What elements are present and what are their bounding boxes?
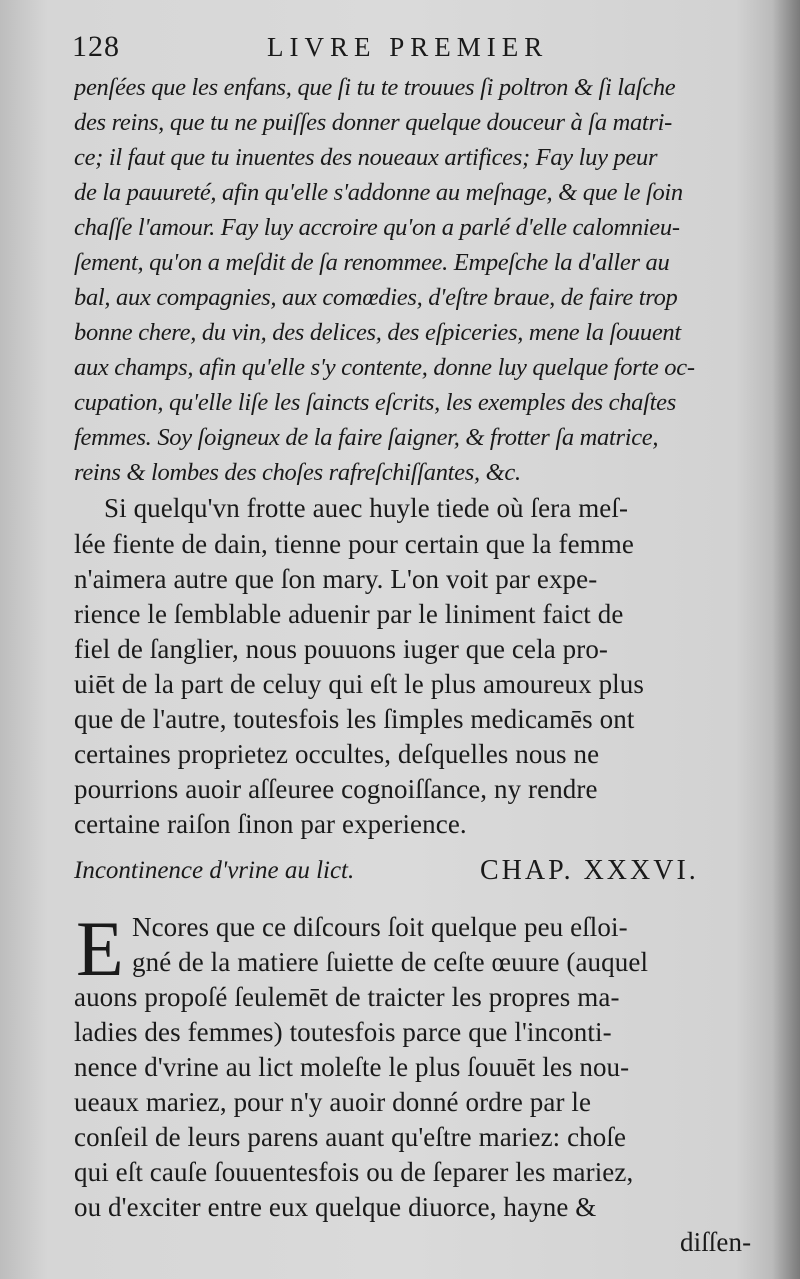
text-line: bal, aux compagnies, aux comœdies, d'eſtre braue, de faire trop [74,284,678,311]
text-line: bonne chere, du vin, des delices, des eſpiceries, mene la ſouuent [74,319,681,346]
text-line: ou d'exciter entre eux quelque diuorce, hayne & [74,1192,597,1222]
text-line: Ncores que ce diſcours ſoit quelque peu eſloi- [132,912,628,942]
text-line: uiēt de la part de celuy qui eſt le plus amoureux plus [74,669,644,699]
chapter-label: CHAP. XXXVI. [480,855,699,886]
text-line: femmes. Soy ſoigneux de la faire ſaigner, & frotter ſa matrice, [74,424,659,451]
text-line: auons propoſé ſeulemēt de traicter les propres ma- [74,982,620,1012]
running-head: LIVRE PREMIER [267,32,549,62]
text-line: gné de la matiere ſuiette de ceſte œuure (auquel [132,947,649,977]
text-line: lée fiente de dain, tienne pour certain que la femme [74,529,634,559]
paragraph-first-line: Si quelqu'vn frotte auec huyle tiede où ſera meſ- [104,493,629,523]
text-line: fiel de ſanglier, nous pouuons iuger que cela pro- [74,634,609,664]
text-line: pourrions auoir aſſeuree cognoiſſance, ny rendre [74,774,598,804]
text-line: ladies des femmes) toutesfois parce que l'inconti- [74,1017,612,1047]
text-line: certaines proprietez occultes, deſquelles nous ne [74,739,600,769]
text-line: qui eſt cauſe ſouuentesfois ou de ſeparer les mariez, [74,1157,634,1187]
drop-cap: E [76,905,124,992]
text-line: reins & lombes des choſes rafreſchiſſantes, &c. [74,459,521,486]
page-number: 128 [72,30,120,63]
text-line: ſement, qu'on a meſdit de ſa renommee. Empeſche la d'aller au [74,249,670,276]
text-line: chaſſe l'amour. Fay luy accroire qu'on a parlé d'elle calomnieu- [74,214,680,241]
text-line: penſées que les enfans, que ſi tu te trouues ſi poltron & ſi laſche [74,74,676,101]
text-line: nence d'vrine au lict moleſte le plus ſouuēt les nou- [74,1052,630,1082]
text-line: aux champs, afin qu'elle s'y contente, donne luy quelque forte oc- [74,354,695,381]
chapter-heading [74,857,768,897]
text-line: ce; il faut que tu inuentes des noueaux artifices; Fay luy peur [74,144,658,171]
page-header [72,30,760,70]
chapter-title: Incontinence d'vrine au lict. [74,857,355,884]
text-line: n'aimera autre que ſon mary. L'on voit par expe- [74,564,598,594]
text-line: rience le ſemblable aduenir par le liniment faict de [74,599,624,629]
text-line: cupation, qu'elle liſe les ſaincts eſcrits, les exemples des chaſtes [74,389,676,416]
text-line: ueaux mariez, pour n'y auoir donné ordre par le [74,1087,592,1117]
text-line: des reins, que tu ne puiſſes donner quelque douceur à ſa matri- [74,109,673,136]
text-line: de la pauureté, afin qu'elle s'addonne au meſnage, & que le ſoin [74,179,683,206]
text-line: conſeil de leurs parens auant qu'eſtre mariez: choſe [74,1122,627,1152]
catchword: diſſen- [680,1227,752,1257]
page-edge-shadow [772,0,800,1279]
text-line: que de l'autre, toutesfois les ſimples medicamēs ont [74,704,635,734]
text-line: certaine raiſon ſinon par experience. [74,809,467,839]
